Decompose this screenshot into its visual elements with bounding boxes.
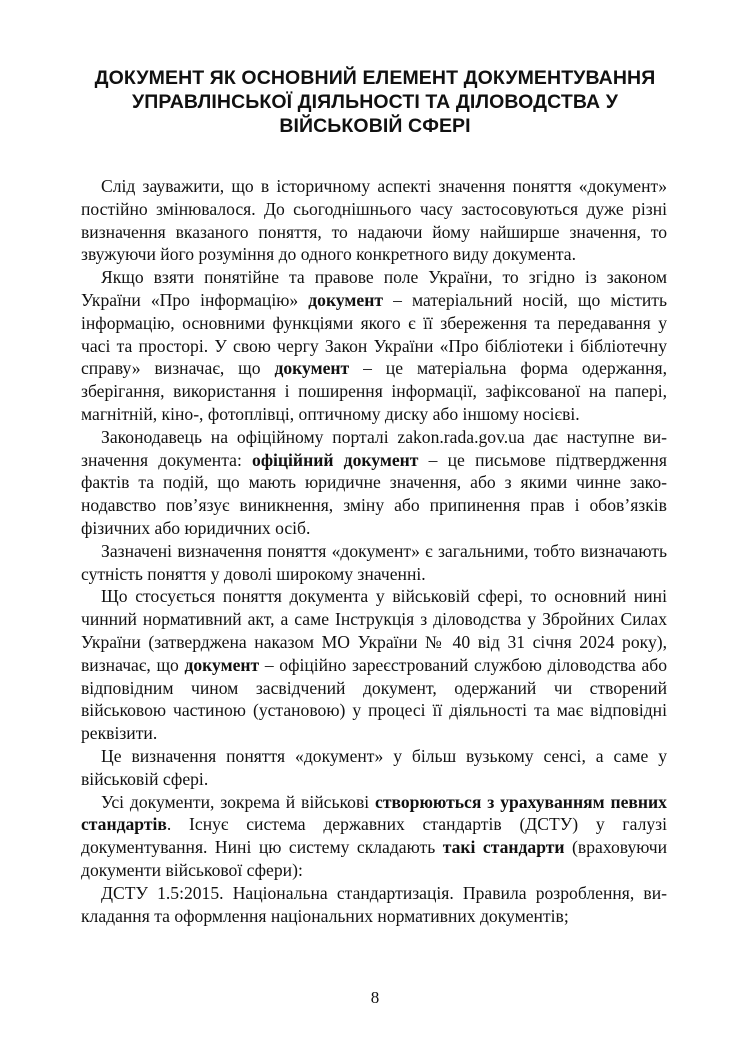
paragraph [81,791,667,882]
text-run: . Існує система державних стандартів (ДСТУ) у галузі документування. Нині цю систему складають [81,814,667,858]
body-text [81,175,667,927]
title-line-3: ВІЙСЬКОВІЙ СФЕРІ [279,115,471,137]
page-title [70,66,680,138]
text-run: – це письмове підтвердження фактів та подій, що мають юридичне значення, або з якими чинне законодавство пов’язує виникнення, зміну або припинення прав і обов’язків фізичних або юридичних осіб. [81,449,668,538]
bold-term: такі стандарти [442,837,565,858]
paragraph [81,266,667,426]
text-run: – це матеріальна форма одержання, зберігання, використання і поширення інформації, зафіксованої на папері, магнітній, кіно-, фотоплівці, оптичному диску або іншому носієві. [81,358,667,424]
paragraph [81,540,667,586]
title-line-1: ДОКУМЕНТ ЯК ОСНОВНИЙ ЕЛЕМЕНТ ДОКУМЕНТУВАННЯ [94,67,656,89]
bold-term: документ [308,289,383,310]
paragraph [81,426,667,540]
paragraph [81,882,667,928]
bold-term: офіційний документ [252,449,419,470]
text-run: Законодавець на офіційному порталі zakon.rada.gov.ua дає наступне визначення документа: [81,426,667,470]
text-run: ДСТУ 1.5:2015. Національна стандартизація. Правила розроблення, викладання та оформлення національних нормативних документів; [81,882,667,926]
paragraph [81,175,667,266]
text-run: (враховуючи документи військової сфери): [81,837,667,880]
bold-term: документ [274,358,350,379]
text-run: Слід зауважити, що в історичному аспекті значення поняття «документ» постійно змінювалося. До сьогоднішнього часу застосовуються дуже різні визначення вказаного поняття, то надаючи йому найширше значення, то звужуючи його розуміння до одного конкретного виду документа. [81,176,667,265]
page-number: 8 [370,988,380,1007]
text-run: – матеріальний носій, що містить інформацію, основними функціями якого є її збереження та передавання у часі та просторі. У свою чергу Закон України «Про бібліотеки і бібліотечну справу» визначає, що [81,289,667,379]
text-run: Зазначені визначення поняття «документ» є загальними, тобто визначають сутність поняття у доволі широкому значенні. [81,540,667,584]
paragraph [81,585,667,745]
text-run: Усі документи, зокрема й військові [101,791,376,812]
text-run: Якщо взяти понятійне та правове поле України, то згідно із законом України «Про інформацію» [81,267,667,310]
text-run: Це визначення поняття «документ» у більш вузькому сенсі, а саме у військовій сфері. [81,745,667,789]
bold-term: створюються з урахуванням певних стандартів [81,791,667,835]
bold-term: документ [184,654,260,675]
text-run: – офіційно зареєстрований службою діловодства або відповідним чином засвідчений документ, одержаний чи створений військовою частиною (установою) у процесі її діяльності та має відповідні реквізити. [81,654,667,744]
title-line-2: УПРАВЛІНСЬКОЇ ДІЯЛЬНОСТІ ТА ДІЛОВОДСТВА У [132,91,618,113]
text-run: Що стосується поняття документа у військовій сфері, то основний нині чинний нормативний акт, а саме Інструкція з діловодства у Збройних Силах України (затверджена наказом МО України № 40 від 31 січня 2024 року), визначає, що [81,586,667,675]
paragraph [81,745,667,791]
